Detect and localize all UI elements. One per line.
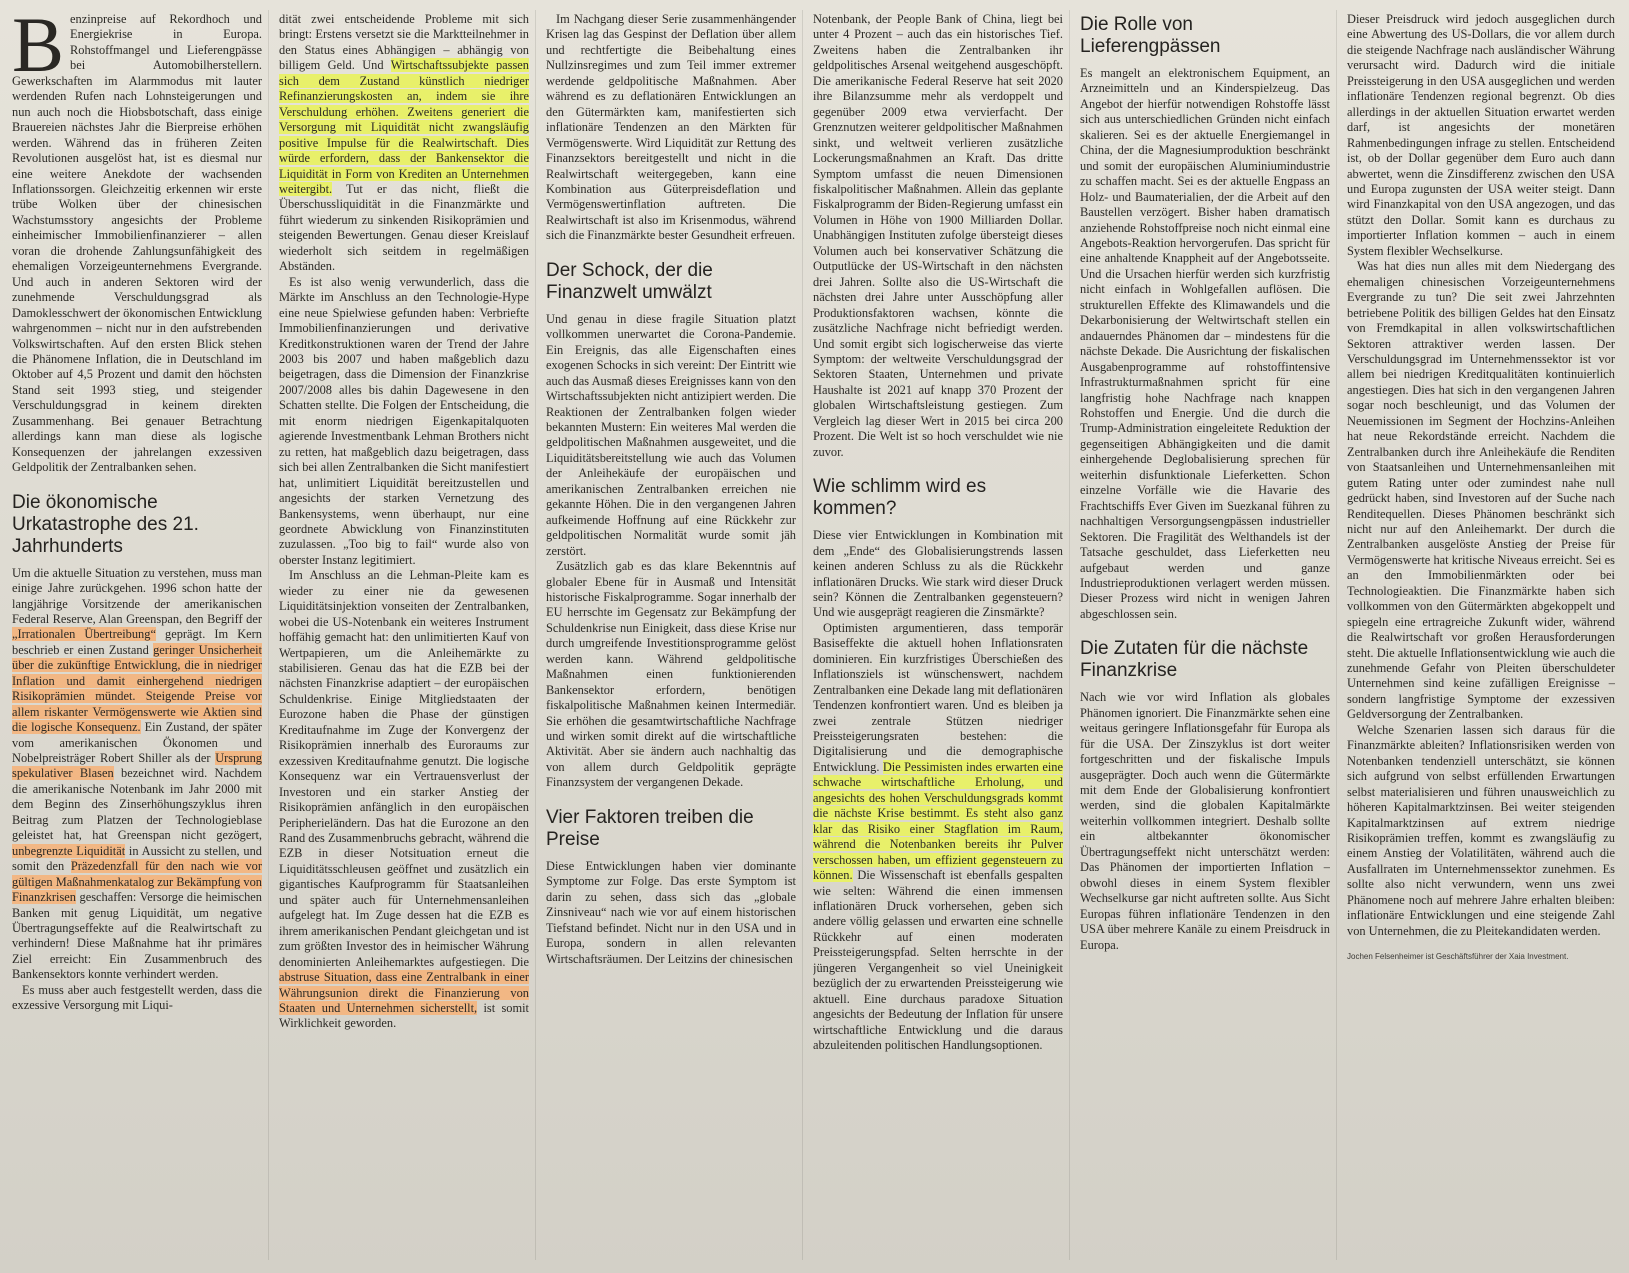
highlight-orange: geringer Unsicherheit über die zukünftige Entwicklung, die in niedriger Inflation und damit einhergehend niedrigen Risikoprämien mündet. Steigende Preise vor allem riskanter Vermögenswerte wie Aktien sind die logische Konsequenz. [12, 642, 262, 735]
article-column-2 [279, 12, 529, 1264]
article-column-5 [1080, 12, 1330, 1264]
column-divider [535, 10, 536, 1260]
column-divider [268, 10, 269, 1260]
paragraph: Diese Entwicklungen haben vier dominante Symptome zur Folge. Das erste Symptom ist darin zu sehen, dass sich das „globale Zinsniveau“ nach wie vor auf einem historischen Tiefstand befindet. Nicht nur in den USA und in Europa, sondern in allen relevanten Wirtschaftsräumen. Der Leitzins der chinesischen [546, 858, 796, 966]
highlight-orange: Ursprung spekulativer Blasen [12, 751, 262, 781]
section-heading-schock: Der Schock, der die Finanzwelt umwälzt [546, 259, 713, 303]
paragraph: Dieser Preisdruck wird jedoch ausgeglichen durch eine Abwertung des US-Dollars, die vor allem durch die steigende Nachfrage nach ausländischer Währung verursacht wird. Dadurch wird die initiale Preissteigerung in den USA ausgeglichen und werden inflationäre Tendenzen regional begrenzt. Ob dies allerdings in der aktuellen Situation erwartet werden darf, ist angesichts der monetären Rahmenbedingungen infrage zu stellen. Entscheidend ist, ob der Dollar gegenüber dem Euro auch dann abwertet, wenn die Zinsdifferenz zwischen den USA und Europa zugunsten der USA weiter steigt. Dann wird Finanzkapital von den USA angezogen, und das stützt den Dollar. Somit kann es durchaus zu importierter Inflation kommen – auch in einem System flexibler Wechselkurse. [1347, 12, 1615, 258]
column-divider [1336, 10, 1337, 1260]
paragraph: dität zwei entscheidende Probleme mit sich bringt: Erstens versetzt sie die Marktteilnehmer in den Status eines Abhängigen – abhängig von billigem Geld. Und Wirtschaftssubjekte passen sich dem Zustand künstlich niedriger Refinanzierungskosten an, indem sie ihre Verschuldung erhöhen. Zweitens generiert die Versorgung mit Liquidität nicht zwangsläufig positive Impulse für die Realwirtschaft. Dies würde erfordern, dass der Bankensektor die Liquidität in Form von Krediten an Unternehmen weitergibt. Tut er das nicht, fließt die Überschussliquidität in die Finanzmärkte und führt wiederum zu sinkenden Risikoprämien und steigenden Bewertungen. Genau dieser Kreislauf wiederholt sich seitdem in regelmäßigen Abständen. [279, 12, 529, 274]
column-divider [1069, 10, 1070, 1260]
section-heading-wie-schlimm: Wie schlimm wird es kommen? [813, 476, 987, 520]
paragraph: Zusätzlich gab es das klare Bekenntnis auf globaler Ebene für in Ausmaß und Intensität historische Fiskalprogramme. Sogar innerhalb der EU herrschte im Gegensatz zur Bekämpfung der Schuldenkrise nun Einigkeit, dass diese Krise nur durch umgreifende Investitionsprogramme gelöst werden kann. Während geldpolitische Maßnahmen einen funktionierenden Bankensektor erfordern, benötigen fiskalpolitische Maßnahmen keinen Intermediär. Sie erhöhen die gesamtwirtschaftliche Nachfrage und wirken somit direkt auf die wirtschaftliche Aktivität. Aber sie ändern auch nachhaltig das von allem durch Geldpolitik geprägte Finanzsystem der vergangenen Dekade. [546, 559, 796, 790]
paragraph: Optimisten argumentieren, dass temporär Basiseffekte die aktuell hohen Inflationsraten dominieren. Ein kurzfristiges Überschießen des Inflationsziels ist wünschenswert, nachdem Zentralbanken eine Dekade lang mit deflationären Tendenzen konfrontiert waren. Und es bleiben ja zwei zentrale Stützen niedriger Preissteigerungsraten bestehen: die Digitalisierung und die demographische Entwicklung. Die Pessimisten indes erwarten eine schwache wirtschaftliche Erholung, und angesichts des hohen Verschuldungsgrads kommt die nächste Krise bestimmt. Es steht also ganz klar das Risiko einer Stagflation im Raum, während die Notenbanken bereits ihr Pulver verschossen haben, um effizient gegensteuern zu können. Die Wissenschaft ist ebenfalls gespalten wie selten: Während die einen immensen inflationären Druck vorhersehen, geben sich andere völlig gelassen und erwarten eine schnelle Rückkehr auf einen moderaten Preissteigerungspfad. Selten herrschte in der jüngeren Vergangenheit so viel Uneinigkeit bezüglich der zu erwartenden Preissteigerung wie aktuell. Eine durchaus paradoxe Situation angesichts der Bedeutung der Inflation für unsere wirtschaftliche Entwicklung und die daraus abzuleitenden politischen Handlungsoptionen. [813, 620, 1063, 1053]
article-column-6 [1347, 12, 1615, 1264]
paragraph: Diese vier Entwicklungen in Kombination mit dem „Ende“ des Globalisierungstrends lassen keinen anderen Schluss zu als die Rückkehr inflationären Drucks. Wie stark wird dieser Druck sein? Können die Zentralbanken gegensteuern? Und wie ausgeprägt reagieren die Zinsmärkte? [813, 528, 1063, 620]
paragraph: Es muss aber auch festgestellt werden, dass die exzessive Versorgung mit Liqui- [12, 982, 262, 1013]
column-divider [802, 10, 803, 1260]
highlight-orange: „Irrationalen Übertreibung“ [12, 627, 156, 642]
article-column-1 [12, 12, 262, 1264]
paragraph: Um die aktuelle Situation zu verstehen, muss man einige Jahre zurückgehen. 1996 schon hatte der langjährige Vorsitzende der amerikanischen Federal Reserve, Alan Greenspan, den Begriff der „Irrationalen Übertreibung“ geprägt. Im Kern beschrieb er einen Zustand geringer Unsicherheit über die zukünftige Entwicklung, die in niedriger Inflation und damit einhergehend niedrigen Risikoprämien mündet. Steigende Preise vor allem riskanter Vermögenswerte wie Aktien sind die logische Konsequenz. Ein Zustand, der später vom amerikanischen Ökonomen und Nobelpreisträger Robert Shiller als der Ursprung spekulativer Blasen bezeichnet wird. Nachdem die amerikanische Notenbank im Jahr 2000 mit dem Beginn des Zinserhöhungszyklus ihren Beitrag zum Platzen der Technologieblase geleistet hat, hat Greenspan nicht gezögert, unbegrenzte Liquidität in Aussicht zu stellen, und somit den Präzedenzfall für den nach wie vor gültigen Maßnahmenkatalog zur Bekämpfung von Finanzkrisen geschaffen: Versorge die heimischen Banken mit genug Liquidität, um negative Übertragungseffekte auf die Realwirtschaft zu verhindern! Diese Maßnahme hat ihr primäres Ziel erreicht: Ein Zusammenbruch des Bankensektors konnte verhindert werden. [12, 565, 262, 982]
drop-cap: B [12, 12, 65, 88]
paragraph: Im Nachgang dieser Serie zusammenhängender Krisen lag das Gespinst der Deflation über allem und rechtfertigte die Beibehaltung eines Nullzinsregimes und zum Teil immer extremer werdende geldpolitische Maßnahmen. Aber während es zu deflationären Entwicklungen an den Gütermärkten kam, manifestierten sich inflationäre Tendenzen an den Märkten für Vermögenswerte. Wird Liquidität zur Rettung des Finanzsektors bereitgestellt und nicht in die Realwirtschaft weitergegeben, kann eine Kombination aus Güterpreisdeflation und Vermögenswertinflation auftreten. Die Realwirtschaft ist also im Krisenmodus, während sich die Finanzmärkte bester Gesundheit erfreuen. [546, 12, 796, 243]
section-heading-zutaten: Die Zutaten für die nächste Finanzkrise [1080, 638, 1309, 682]
paragraph: Es mangelt an elektronischem Equipment, an Arzneimitteln und an Kinderspielzeug. Das Angebot der hierfür notwendigen Rohstoffe lässt sich aus unterschiedlichen Gründen nicht einfach skalieren. Sei es der aktuelle Energiemangel in China, der die Magnesiumproduktion beschränkt und somit der europäischen Aluminiumindustrie zu schaffen macht. Sei es der aktuelle Engpass an Holz- und Baumaterialien, der die Arbeit auf den Baustellen verzögert. Bisher haben dramatisch anziehende Rohstoffpreise noch nicht einmal eine Angebots-Reaktion hervorgerufen. Das spricht für eine anhaltende Knappheit auf der Angebotsseite. Und die Ursachen hierfür werden sich kurzfristig nicht einfach in Wohlgefallen auflösen. Die strukturellen Effekte des Klimawandels und die Dekarbonisierung der Weltwirtschaft stellen ein andauerndes Phänomen dar – mindestens für die nächste Dekade. Die Ausrichtung der fiskalischen Ausgabenprogramme auf rohstoffintensive Infrastrukturmaßnahmen spricht für eine langfristig hohe Nachfrage nach knappen Rohstoffen und Energie. Und die durch die Trump-Administration eingeleitete Reduktion der gegenseitigen Abhängigkeiten und die damit einhergehende Deglobalisierung sprechen für weiterhin disfunktionale Lieferketten. Schon einzelne Vorfälle wie die Havarie des Frachtschiffs Ever Given im Suezkanal führen zu nachhaltigen Versorgungsengpässen industrieller Sektoren. Die Fragilität des Welthandels ist der Tatsache geschuldet, dass Lieferketten neu aufgebaut werden und ganze Industrieproduktionen verlagert werden müssen. Dieser Prozess wird nicht in wenigen Jahren abgeschlossen sein. [1080, 66, 1330, 621]
paragraph: Nach wie vor wird Inflation als globales Phänomen ignoriert. Die Finanzmärkte sehen eine weitaus geringere Inflationsgefahr für Europa als für die USA. Der Zinszyklus ist dort weiter fortgeschritten und der fiskalische Impuls ausgeprägter. Doch auch wenn die Gütermärkte mit dem Ende der Globalisierung konfrontiert werden, sind die globalen Kapitalmärkte weiterhin vollkommen integriert. Deshalb sollte ein altbekannter ökonomischer Übertragungseffekt nicht unterschätzt werden: Das Phänomen der importierten Inflation – obwohl dieses in einem System flexibler Wechselkurse gar nicht auftreten sollte. Aus Sicht Europas führen inflationäre Tendenzen in den USA über mehrere Kanäle zu einem Preisdruck in Europa. [1080, 690, 1330, 952]
highlight-orange: abstruse Situation, dass eine Zentralbank in einer Währungsunion direkt die Finanzierung von Staaten und Unternehmen sicherstellt, [279, 970, 529, 1015]
section-heading-vier-faktoren: Vier Faktoren treiben die Preise [546, 806, 754, 850]
article-column-4 [813, 12, 1063, 1264]
highlight-orange: Präzedenzfall für den nach wie vor gültigen Maßnahmenkatalog zur Bekämpfung von Finanzkrisen [12, 859, 262, 905]
paragraph: Was hat dies nun alles mit dem Niedergang des ehemaligen chinesischen Vorzeigeunternehmens Evergrande zu tun? Die seit zwei Jahrzehnten betriebene Politik des billigen Geldes hat den Einsatz von Fremdkapital in allen volkswirtschaftlichen Sektoren attraktiver werden lassen. Der Verschuldungsgrad im Unternehmenssektor ist vor allem bei niedrigen Kreditqualitäten kontinuierlich angestiegen. Dies hat sich in den vergangenen Jahren sogar noch beschleunigt, und das Volumen der Neuemissionen im Segment der Hochzins-Anleihen hat neue Rekordstände erreicht. Nachdem die Zentralbanken durch ihre Anleihekäufe die Renditen von Staatsanleihen und Unternehmensanleihen mit gutem Rating unter oder zumindest nahe null gedrückt haben, sind Investoren auf der Suche nach Renditequellen. Dieses Phänomen beschränkt sich nicht nur auf den Anleihemarkt. Der durch die Zentralbanken ausgelöste Anstieg der Preise für Vermögenswerte hat kritische Niveaus erreicht. Sei es an den Immobilienmärkten oder bei Technologieaktien. Die Finanzmärkte haben sich vollkommen von den Gütermärkten abgekoppelt und spiegeln eine ertragreiche Zukunft wider, während die Realwirtschaft vor großen Herausforderungen steht. Die aktuelle Inflationsentwicklung wie auch die zunehmende Gefahr von Pleiten überschuldeter Unternehmen sind keine zufälligen Ereignisse – sondern langfristige Symptome der exzessiven Geldversorgung der Zentralbanken. [1347, 259, 1615, 722]
highlight-yellow: Wirtschaftssubjekte passen sich dem Zustand künstlich niedriger Refinanzierungskosten an, indem sie ihre Verschuldung erhöhen. Zweitens generiert die Versorgung mit Liquidität nicht zwangsläufig positive Impulse für die Realwirtschaft. Dies würde erfordern, dass der Bankensektor die Liquidität in Form von Krediten an Unternehmen weitergibt. [279, 58, 529, 196]
highlight-orange: unbegrenzte Liquidität [12, 843, 126, 858]
article-column-3 [546, 12, 796, 1264]
section-heading-urkatastrophe: Die ökonomische Urkatastrophe des 21. Jahrhunderts [12, 491, 199, 557]
paragraph: Und genau in diese fragile Situation platzt vollkommen unerwartet die Corona-Pandemie. Ein Ereignis, das alle Eigenschaften eines exogenen Schocks in sich vereint: Der Eintritt wie auch das Ausmaß dieses Ereignisses kann von den Wirtschaftssubjekten nicht antizipiert werden. Die Reaktionen der Zentralbanken folgen wieder bekannten Mustern: Ein weiteres Mal werden die geldpolitischen Maßnahmen ausgeweitet, und die Liquiditätsbereitstellung wie auch das Volumen der Anleihekäufe der europäischen und amerikanischen Zentralbanken erreichen nie gekannte Höhen. Die in den vergangenen Jahren aufkeimende Hoffnung auf eine Rückkehr zur geldpolitischen Normalität wurde somit jäh zerstört. [546, 311, 796, 558]
highlight-yellow: Die Pessimisten indes erwarten eine schwache wirtschaftliche Erholung, und angesichts des hohen Verschuldungsgrads kommt die nächste Krise bestimmt. Es steht also ganz klar das Risiko einer Stagflation im Raum, während die Notenbanken bereits ihr Pulver verschossen haben, um effizient gegensteuern zu können. [813, 759, 1063, 883]
paragraph: Im Anschluss an die Lehman-Pleite kam es wieder zu einer nie da gewesenen Liquiditätsinjektion vonseiten der Zentralbanken, wobei die US-Notenbank ein weiteres Instrument hoffähig gemacht hat: den unlimitierten Kauf von Wertpapieren, um die Anleihemärkte zu stabilisieren. Genau das hat die EZB bei der nächsten Finanzkrise adaptiert – der europäischen Schuldenkrise. Einige Mitgliedstaaten der Eurozone haben die Phase der günstigen Kreditaufnahme im Zuge der Konvergenz der Risikoprämien innerhalb des Euroraums zur exzessiven Kreditaufnahme genutzt. Die logische Konsequenz war ein Vertrauensverlust der Investoren und ein starker Anstieg der Risikoprämien anfänglich in den europäischen Peripherieländern. Das hat die Eurozone an den Rand des Zusammenbruchs gebracht, während die EZB in dieser Notsituation erneut die Liquiditätsschleusen geöffnet und zusätzlich ein gigantisches Kaufprogramm für Staatsanleihen und später auch für Unternehmensanleihen aufgelegt hat. Im Zuge dessen hat die EZB es ihrem amerikanischen Pendant gleichgetan und ist zum größten Investor des in heimischer Währung denominierten Anleihemarktes aufgestiegen. Die abstruse Situation, dass eine Zentralbank in einer Währungsunion direkt die Finanzierung von Staaten und Unternehmen sicherstellt, ist somit Wirklichkeit geworden. [279, 568, 529, 1031]
section-heading-lieferengpaesse: Die Rolle von Lieferengpässen [1080, 14, 1221, 57]
paragraph: Es ist also wenig verwunderlich, dass die Märkte im Anschluss an den Technologie-Hype eine neue Spielwiese gefunden haben: Verbriefte Immobilienfinanzierungen und derivative Kreditkonstruktionen waren der Trend der Jahre 2003 bis 2007 und haben maßgeblich dazu beigetragen, dass die Dimension der Finanzkrise 2007/2008 alles bis dahin Dagewesene in den Schatten stellte. Die Folgen der Entscheidung, die mit enorm niedrigen Eigenkapitalquoten agierende Investmentbank Lehman Brothers nicht zu retten, hat maßgeblich dazu beigetragen, dass sich bei allen Zentralbanken die Sicht manifestiert hat, unlimitiert Liquidität bereitzustellen und angesichts der starken Vernetzung des Bankensystems, wenn überhaupt, nur eine geordnete Abwicklung von Finanzinstituten zuzulassen. „Too big to fail“ wurde also von oberster Instanz legitimiert. [279, 274, 529, 567]
paragraph: Notenbank, der People Bank of China, liegt bei unter 4 Prozent – auch das ein historisches Tief. Zweitens haben die Zentralbanken ihr geldpolitisches Arsenal weitgehend ausgeschöpft. Die amerikanische Federal Reserve hat seit 2020 ihre Bilanzsumme mehr als verdoppelt und gegenüber 2009 etwa vervierfacht. Der Grenznutzen weiterer geldpolitischer Maßnahmen sinkt, und weltweit verlieren zusätzliche Lockerungsmaßnahmen an Kraft. Das dritte Symptom umfasst die neuen Dimensionen fiskalpolitischer Maßnahmen. Allein das geplante Fiskalprogramm der Biden-Regierung umfasst ein Volumen in Höhe von 1900 Milliarden Dollar. Unabhängigen Instituten zufolge übersteigt dieses Volumen auch bei konservativer Schätzung die Outputlücke der US-Wirtschaft in den nächsten drei Jahren. Sollte also die US-Wirtschaft die nächsten drei Jahre unter Ausschöpfung aller Produktionsfaktoren wachsen, könnte die zusätzliche Nachfrage nicht befriedigt werden. Und somit ergibt sich logischerweise das vierte Symptom: der weltweite Verschuldungsgrad der Sektoren Staaten, Unternehmen und private Haushalte ist 2021 auf knapp 370 Prozent der globalen Wirtschaftsleistung gestiegen. Zum Vergleich lag dieser Wert in 2015 bei circa 200 Prozent. Die Welt ist so hoch verschuldet wie nie zuvor. [813, 12, 1063, 459]
intro-text: enzinpreise auf Rekordhoch und Energiekrise in Europa. Rohstoffmangel und Lieferengpässe bei Automobilherstellern. Gewerkschaften im Alarmmodus mit lauter werdenden Rufen nach Lohnsteigerungen und nun auch noch die Hiobsbotschaft, dass einige Brauereien nächstes Jahr die Bierpreise erhöhen werden. Während das in früheren Zeiten Revolutionen ausgelöst hat, ist es diesmal nur eine weitere Anekdote der wachsenden Inflationssorgen. Gleichzeitig erkennen wir erste trübe Wolken über der chinesischen Wachstumsstory angesichts der Probleme einheimischer Immobilienfinanzierer – allen voran die drohende Zahlungsunfähigkeit des ehemaligen Vorzeigeunternehmens Evergrande. Und auch in anderen Sektoren wird der zunehmende Verschuldungsgrad als Damoklesschwert der ökonomischen Entwicklung wahrgenommen – nicht nur in den aufstrebenden Volkswirtschaften. Auf den ersten Blick stehen die Phänomene Inflation, die in Deutschland im Oktober auf 4,5 Prozent und damit den höchsten Stand seit 1993 stieg, und steigender Verschuldungsgrad in keinem direkten Zusammenhang. Bei genauer Betrachtung allerdings kann man diese als logische Konsequenzen der jahrelangen exzessiven Geldpolitik der Zentralbanken sehen. [12, 12, 262, 475]
paragraph: Welche Szenarien lassen sich daraus für die Finanzmärkte ableiten? Inflationsrisiken werden von Notenbanken tendenziell unterschätzt, sie können sich aufgrund von selbst erfüllenden Erwartungen selbst materialisieren und führen unausweichlich zu höheren Kapitalmarktzinsen. Bei weiter steigenden Kapitalmarktzinsen auf extrem niedrige Risikoprämien treffen, kommt es zwangsläufig zu einem Anstieg der Volatilitäten, während auch die Ausfallraten im Unternehmenssektor zunehmen. Es sollte also nicht verwundern, wenn uns zwei Phänomene noch auf mehrere Jahre erhalten bleiben: inflationäre Entwicklungen und eine steigende Zahl von Unternehmen, die zu Pleitekandidaten werden. [1347, 722, 1615, 938]
intro-paragraph [12, 12, 262, 476]
author-signature: Jochen Felsenheimer ist Geschäftsführer der Xaia Investment. [1347, 952, 1569, 962]
